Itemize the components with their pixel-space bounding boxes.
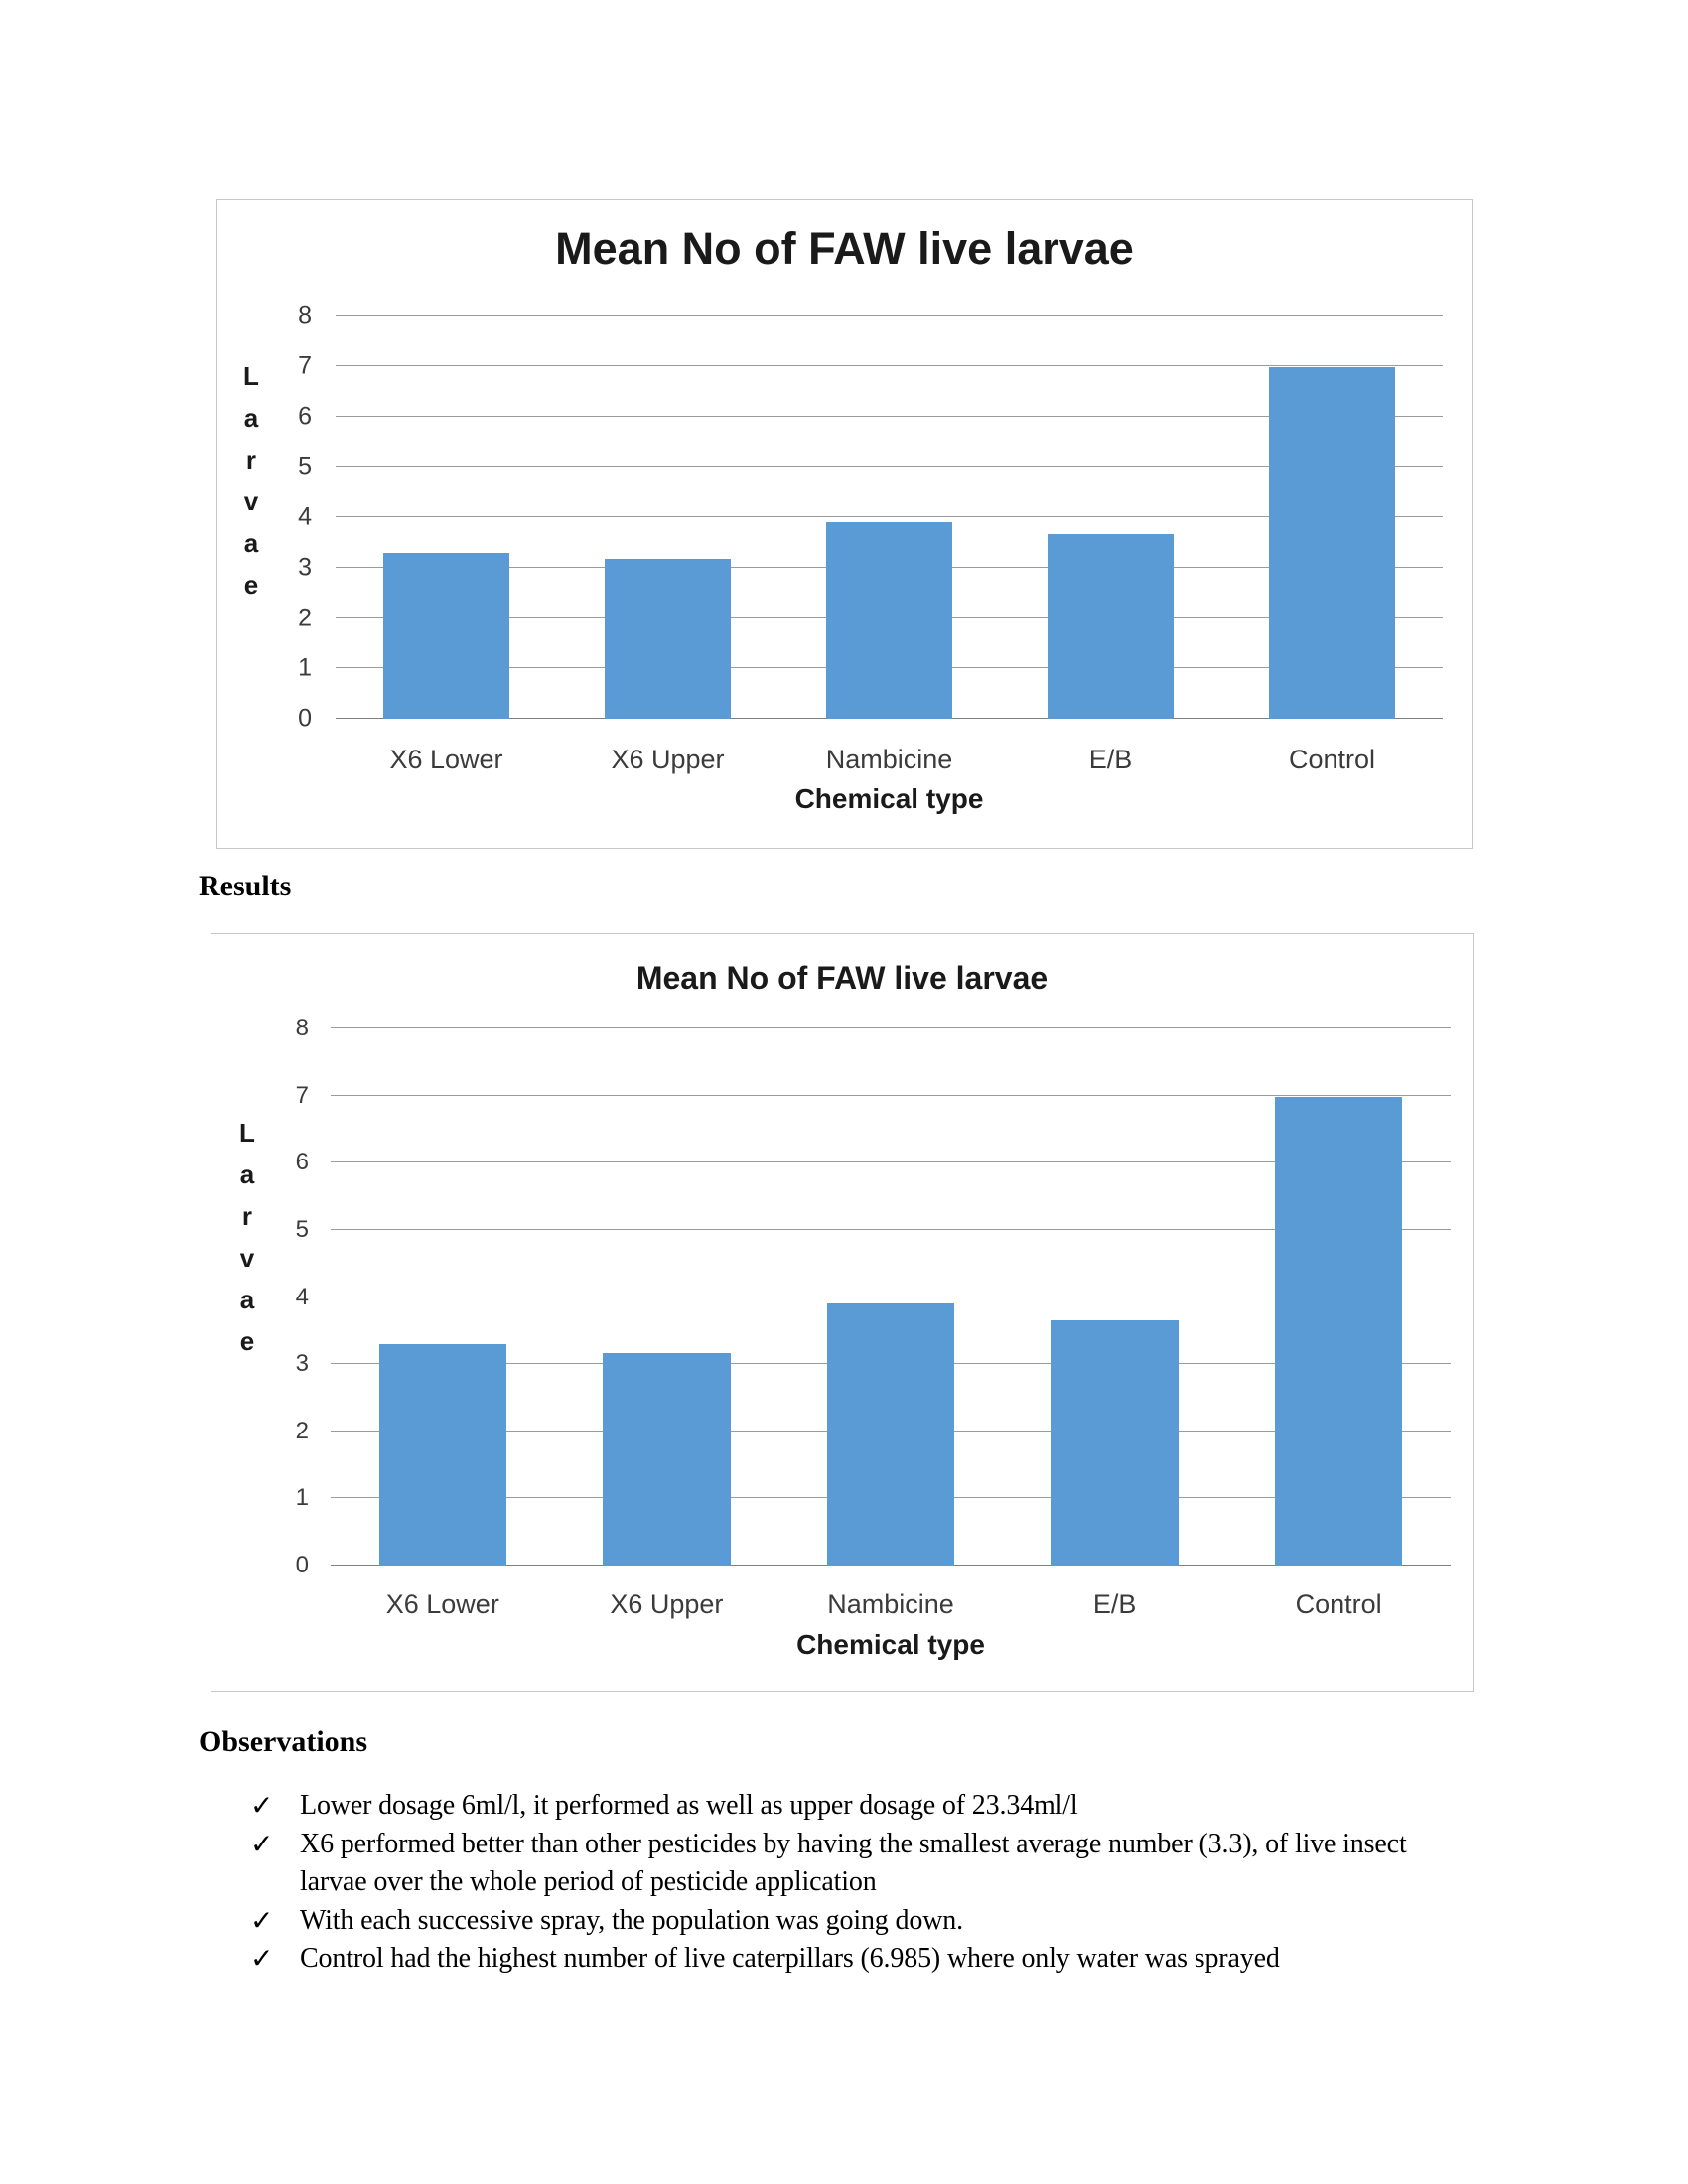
bar-slot: [336, 316, 557, 719]
y-axis-ticks: [252, 301, 312, 733]
y-tick-label: 2: [298, 604, 312, 631]
chart-title: Mean No of FAW live larvae: [555, 223, 1134, 274]
observation-item: [250, 1940, 1491, 1979]
bar-slot: [557, 316, 778, 719]
y-tick-label: 6: [295, 1149, 309, 1176]
y-axis-title-letter: a: [243, 403, 259, 433]
observation-item: [250, 1902, 1491, 1941]
y-axis-title-letter: v: [243, 486, 259, 516]
observation-text: Control had the highest number of live caterpillars (6.985) where only water was sprayed: [300, 1943, 1280, 1974]
bar-series: [331, 1028, 1451, 1566]
y-tick-label: 0: [295, 1552, 309, 1578]
bar-slot: [1000, 316, 1221, 719]
y-tick-label: 5: [295, 1215, 309, 1243]
y-tick-label: 2: [295, 1417, 309, 1444]
x-category-label-control: Control: [1288, 745, 1376, 774]
x-category-label-nambicine: Nambicine: [825, 745, 953, 774]
x-category-label-x6-upper: X6 Upper: [610, 1589, 724, 1619]
y-axis-title-letter: e: [239, 1326, 255, 1356]
observations-list: [250, 1787, 1491, 1979]
bar-slot: [1003, 1028, 1227, 1566]
y-tick-label: 4: [295, 1283, 309, 1310]
bar-x6-upper: [605, 559, 731, 719]
y-tick-label: 3: [298, 553, 312, 582]
bar-control: [1269, 367, 1395, 719]
bar-slot: [555, 1028, 779, 1566]
plot-area: [336, 316, 1443, 719]
y-tick-label: 5: [298, 452, 312, 480]
bar-x6-lower: [379, 1344, 507, 1566]
y-axis-ticks: [249, 1015, 309, 1578]
bar-nambicine: [827, 1303, 955, 1566]
bar-control: [1275, 1097, 1403, 1566]
y-tick-label: 7: [298, 351, 312, 380]
x-category-label-e-b: E/B: [1088, 745, 1133, 774]
faw-larvae-bar-chart-results: [211, 933, 1474, 1692]
x-category-label-control: Control: [1295, 1589, 1382, 1619]
y-axis-title-letter: L: [243, 361, 259, 391]
observation-text: Lower dosage 6ml/l, it performed as well as upper dosage of 23.34ml/l: [300, 1790, 1078, 1821]
observations-heading: Observations: [199, 1725, 368, 1758]
bar-nambicine: [826, 522, 952, 719]
y-axis-title-letter: L: [239, 1118, 255, 1148]
x-category-label-nambicine: Nambicine: [827, 1589, 954, 1619]
y-tick-label: 1: [295, 1484, 309, 1512]
y-tick-label: 1: [298, 653, 312, 682]
bar-x6-upper: [603, 1353, 731, 1566]
bar-slot: [1226, 1028, 1451, 1566]
y-tick-label: 8: [298, 301, 312, 330]
x-category-label-x6-upper: X6 Upper: [611, 745, 725, 774]
y-axis-title-letter: r: [241, 1201, 252, 1231]
x-category-label-x6-lower: X6 Lower: [389, 745, 503, 774]
faw-larvae-bar-chart-top: [216, 199, 1473, 849]
x-axis-labels: [331, 1589, 1451, 1620]
y-tick-label: 6: [298, 402, 312, 430]
x-axis-title: Chemical type: [796, 1629, 985, 1660]
x-axis-title: Chemical type: [794, 783, 984, 814]
x-category-label-e-b: E/B: [1092, 1589, 1137, 1619]
x-category-label-x6-lower: X6 Lower: [385, 1589, 499, 1619]
observation-item: [250, 1787, 1491, 1826]
bar-e-b: [1051, 1320, 1179, 1567]
chart-title: Mean No of FAW live larvae: [635, 960, 1049, 996]
y-tick-label: 3: [295, 1350, 309, 1378]
bar-e-b: [1048, 534, 1174, 719]
y-axis-title-letter: e: [243, 570, 259, 600]
y-axis-title-letter: r: [245, 445, 256, 475]
checkmark-bullet-icon: ✓: [250, 1789, 274, 1822]
bar-slot: [778, 1028, 1003, 1566]
bar-slot: [778, 316, 1000, 719]
bar-series: [336, 316, 1443, 719]
bar-x6-lower: [383, 553, 509, 719]
observation-item: [250, 1826, 1491, 1902]
observation-text: With each successive spray, the population was going down.: [300, 1904, 963, 1936]
checkmark-bullet-icon: ✓: [250, 1903, 274, 1937]
y-axis-title-letter: a: [239, 1160, 255, 1189]
y-axis-title-letter: a: [239, 1285, 255, 1314]
y-tick-label: 8: [295, 1015, 309, 1041]
y-axis-title-letter: a: [243, 528, 259, 558]
checkmark-bullet-icon: ✓: [250, 1827, 274, 1860]
bar-slot: [331, 1028, 555, 1566]
y-axis-title-letter: v: [239, 1243, 255, 1273]
y-tick-label: 0: [298, 704, 312, 733]
results-heading: Results: [199, 870, 292, 902]
x-axis-labels: [336, 745, 1443, 775]
y-tick-label: 4: [298, 502, 312, 531]
y-tick-label: 7: [295, 1081, 309, 1109]
observation-text: X6 performed better than other pesticides by having the smallest average number (3.3), of live insect larvae over the whole period of pesticide application: [300, 1828, 1407, 1897]
plot-area: [331, 1028, 1451, 1566]
checkmark-bullet-icon: ✓: [250, 1942, 274, 1975]
bar-slot: [1221, 316, 1443, 719]
